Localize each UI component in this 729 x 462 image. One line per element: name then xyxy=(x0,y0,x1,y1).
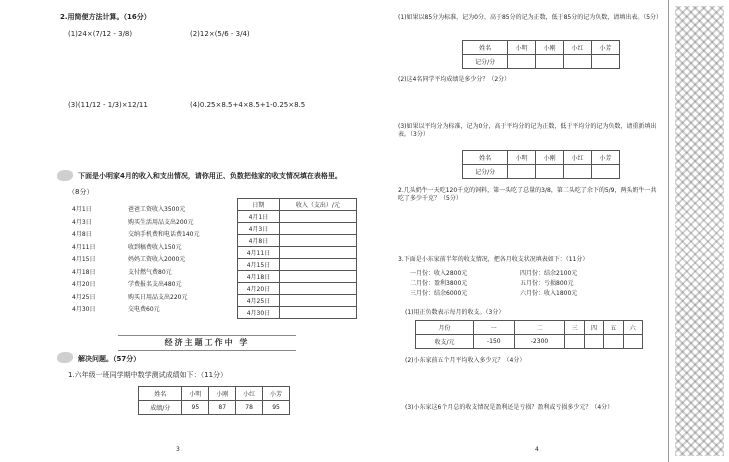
q2-title: 2.用简便方法计算。（16分） xyxy=(60,13,151,21)
t1-head-2: 小刚 xyxy=(536,41,564,55)
page-number-left: 3 xyxy=(176,446,180,453)
q3-2: (2)小东家前五个月平均收入多少元？（4分） xyxy=(405,357,526,364)
t3-head-3: 三 xyxy=(565,321,584,335)
income-date: 4月20日 xyxy=(238,283,280,295)
record-desc: 爸爸工资收入3500元 xyxy=(128,206,186,213)
t2-cell xyxy=(592,165,620,179)
score-val-2: 78 xyxy=(236,401,263,415)
right-page xyxy=(365,0,665,462)
sec4-q1: 1.六年级一班同学期中数学测试成绩如下：（11分） xyxy=(68,371,228,379)
record-desc: 购买生活用品支出200元 xyxy=(128,218,194,226)
record-date: 4月11日 xyxy=(72,243,96,251)
decorative-border xyxy=(668,0,729,462)
t3-val: -150 xyxy=(474,335,514,349)
score-val-3: 95 xyxy=(263,401,290,415)
sec3-title: 下面是小明家4月的收入和支出情况，请你用正、负数把他家的收支情况填在表格里。 xyxy=(78,172,342,180)
t1-cell xyxy=(536,55,564,69)
t1-head-3: 小红 xyxy=(564,41,592,55)
q1-2: (2)这4名同学平均成绩是多少分？（2分） xyxy=(398,76,511,83)
sec3-score: （8分） xyxy=(68,188,94,196)
record-date: 4月30日 xyxy=(72,306,96,313)
income-amount-cell xyxy=(279,307,356,319)
banner: 经济主题工作中 学 xyxy=(118,335,296,351)
record-date: 4月3日 xyxy=(72,218,92,226)
t3-val: -2300 xyxy=(514,335,565,349)
t3-val xyxy=(604,335,623,349)
income-amount-cell xyxy=(279,223,356,235)
score-head-1: 小明 xyxy=(182,387,209,401)
record-desc: 购买日用品支出220元 xyxy=(128,293,188,301)
record-date: 4月18日 xyxy=(72,268,96,276)
score-table xyxy=(138,386,290,415)
t2-head-2: 小刚 xyxy=(536,151,564,165)
record-date: 4月20日 xyxy=(72,281,96,288)
record-date: 4月1日 xyxy=(72,206,92,213)
t3-val xyxy=(565,335,584,349)
record-desc: 交电费60元 xyxy=(128,306,160,313)
record-date: 4月8日 xyxy=(72,231,92,238)
income-amount-cell xyxy=(279,271,356,283)
t2-cell xyxy=(508,165,536,179)
income-date: 4月11日 xyxy=(238,247,280,259)
t1-cell xyxy=(508,55,536,69)
q3-1: (1)用正负数表示每月的收支。（3分） xyxy=(405,309,505,316)
t2-cell xyxy=(536,165,564,179)
section-3-icon xyxy=(57,170,73,181)
page-number-right: 4 xyxy=(535,446,539,453)
calc-2: (2)12×(5/6 - 3/4) xyxy=(190,30,250,38)
score-head-4: 小芳 xyxy=(263,387,290,401)
section-4-icon xyxy=(57,352,73,363)
income-table xyxy=(237,198,357,319)
pattern-strip xyxy=(675,6,724,456)
record-desc: 学费报名支出480元 xyxy=(128,281,182,288)
sec4-title: 解决问题。（57分） xyxy=(78,355,141,363)
month-item: 四月份：结余2100元 xyxy=(520,270,578,277)
income-date: 4月25日 xyxy=(238,295,280,307)
score-val-0: 95 xyxy=(182,401,209,415)
t3-head-0: 月份 xyxy=(416,321,474,335)
t2-head-4: 小芳 xyxy=(592,151,620,165)
t2-row-label: 记分/分 xyxy=(463,165,508,179)
income-amount-cell xyxy=(279,283,356,295)
income-head-0: 日期 xyxy=(238,199,280,211)
t3-row-label: 收支/元 xyxy=(416,335,474,349)
income-date: 4月30日 xyxy=(238,307,280,319)
calc-4: (4)0.25×8.5+4×8.5+1-0.25×8.5 xyxy=(190,101,306,109)
t3-val xyxy=(584,335,603,349)
t1-cell xyxy=(592,55,620,69)
q1-3: (3)如果以平均分为标准，记为0分，高于平均分的记为正数，低于平均分的记为负数，请重新填出表。（3分） xyxy=(398,123,657,138)
t1-head-0: 姓名 xyxy=(463,41,508,55)
calc-1: (1)24×(7/12 - 3/8) xyxy=(68,30,133,38)
t3-head-4: 四 xyxy=(584,321,603,335)
q3: 3.下面是小东家前半年的收支情况，把各月收支状况填表如下：（11分） xyxy=(398,256,589,263)
income-date: 4月15日 xyxy=(238,259,280,271)
income-date: 4月1日 xyxy=(238,211,280,223)
score-row-label: 成绩/分 xyxy=(139,401,182,415)
t2-head-1: 小明 xyxy=(508,151,536,165)
record-date: 4月25日 xyxy=(72,293,96,301)
t3-val xyxy=(623,335,642,349)
income-amount-cell xyxy=(279,259,356,271)
income-amount-cell xyxy=(279,235,356,247)
monthly-table xyxy=(415,320,643,349)
income-date: 4月3日 xyxy=(238,223,280,235)
month-item: 一月份：收入2800元 xyxy=(410,270,468,277)
month-item: 三月份：结余6000元 xyxy=(410,290,468,297)
income-date: 4月8日 xyxy=(238,235,280,247)
score-head-2: 小刚 xyxy=(209,387,236,401)
t1-head-1: 小明 xyxy=(508,41,536,55)
income-amount-cell xyxy=(279,211,356,223)
t2-head-3: 小红 xyxy=(564,151,592,165)
score-head-0: 姓名 xyxy=(139,387,182,401)
t3-head-2: 二 xyxy=(514,321,565,335)
t3-head-5: 五 xyxy=(604,321,623,335)
t1-head-4: 小芳 xyxy=(592,41,620,55)
record-desc: 妈妈工资收入2000元 xyxy=(128,256,186,263)
month-item: 六月份：收入1800元 xyxy=(520,290,578,297)
score-val-1: 87 xyxy=(209,401,236,415)
income-date: 4月18日 xyxy=(238,271,280,283)
q1-1: (1)如果以85分为标准，记为0分，高于85分的记为正数，低于85分的记为负数，请填出表。（5分） xyxy=(398,14,663,21)
month-item: 二月份：盈利3800元 xyxy=(410,280,468,287)
score-table-2 xyxy=(462,150,620,179)
t2-cell xyxy=(564,165,592,179)
score-table-1 xyxy=(462,40,620,69)
income-amount-cell xyxy=(279,295,356,307)
month-item: 五月份：亏损800元 xyxy=(520,280,574,287)
q2: 2.几头奶牛一天吃120千克的饲料，第一头吃了总量的3/8，第二头吃了余下的5/9，两头奶牛一共吃了多少千克？（5分） xyxy=(398,187,657,202)
t2-head-0: 姓名 xyxy=(463,151,508,165)
t1-row-label: 记分/分 xyxy=(463,55,508,69)
income-amount-cell xyxy=(279,247,356,259)
q3-3: (3)小东家这6个月总的收支情况是盈利还是亏损？盈利或亏损多少元？（4分） xyxy=(405,404,614,411)
t3-head-6: 六 xyxy=(623,321,642,335)
record-desc: 支付燃气费80元 xyxy=(128,268,172,276)
record-date: 4月15日 xyxy=(72,256,96,263)
record-desc: 收到稿费收入150元 xyxy=(128,243,182,251)
calc-3: (3)(11/12 - 1/3)×12/11 xyxy=(68,101,148,109)
t1-cell xyxy=(564,55,592,69)
score-head-3: 小红 xyxy=(236,387,263,401)
income-head-1: 收入（支出）/元 xyxy=(279,199,356,211)
record-desc: 交纳手机费和电话费140元 xyxy=(128,231,200,238)
t3-head-1: 一 xyxy=(474,321,514,335)
